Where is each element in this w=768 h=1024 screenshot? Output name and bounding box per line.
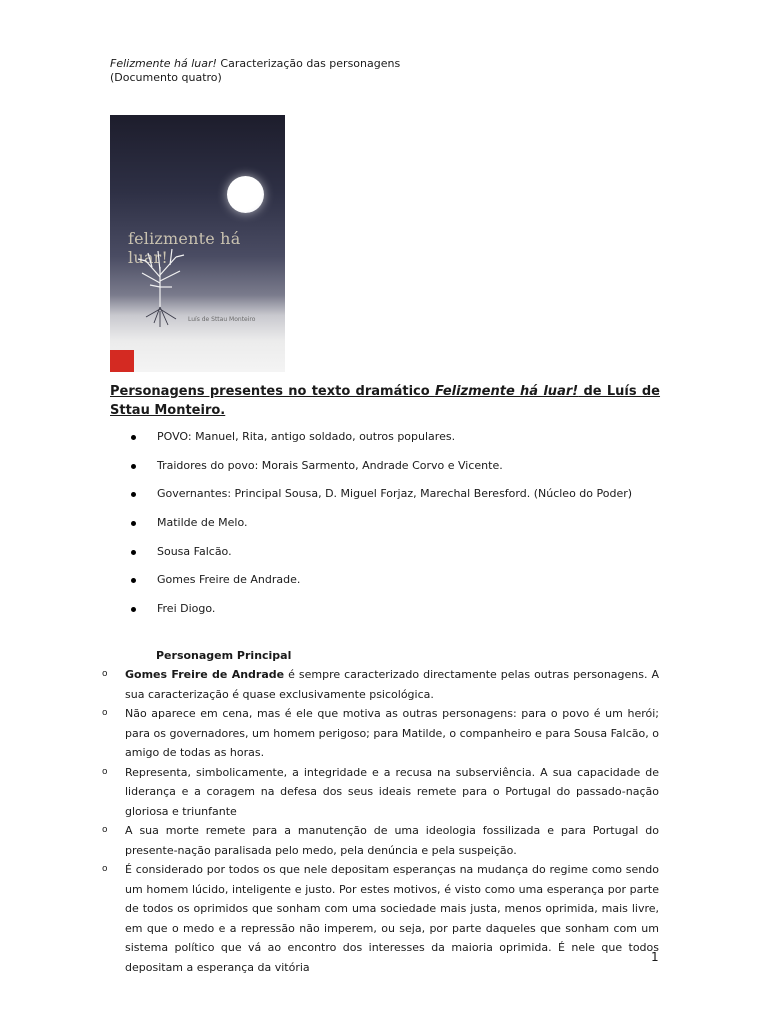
- character-name: Gomes Freire de Andrade: [125, 668, 285, 681]
- paragraph-text: é sempre caracterizado directamente pelas outras personagens. A sua caracterização é quase exclusivamente psicológica.: [125, 668, 659, 701]
- document-subtitle: (Documento quatro): [110, 71, 222, 84]
- circle-bullet-icon: o: [102, 708, 108, 718]
- list-item-text: Frei Diogo.: [157, 602, 216, 616]
- circle-bullet-icon: o: [102, 669, 108, 679]
- cover-title: felizmente há luar!: [128, 229, 241, 267]
- list-item-text: Sousa Falcão.: [157, 544, 232, 558]
- circle-bullet-icon: o: [102, 864, 108, 874]
- heading-part2: de Luís de Sttau Monteiro.: [110, 384, 661, 418]
- list-item: [110, 452, 670, 481]
- document-title-italic: Felizmente há luar!: [110, 57, 217, 70]
- paragraph-text: É considerado por todos os que nele depositam esperanças na mudança do regime como sendo um homem lúcido, inteligente e justo. Por estes motivos, é visto como uma esperança por parte de todos os oprimidos que sonham com uma sociedade mais justa, menos oprimida, mais livre, em que o medo e a repressão não imperem, ou seja, por parte daqueles que sonham com um sistema político que vá ao encontro dos interesses da maioria oprimida. É nele que todos depositam a esperança da vitória: [125, 863, 659, 974]
- list-item: [110, 566, 670, 595]
- circle-bullet-icon: o: [102, 766, 108, 777]
- bullet-icon: [131, 492, 136, 497]
- page-number: 1: [651, 950, 659, 964]
- main-character-heading: Personagem Principal: [156, 649, 292, 662]
- document-header: [110, 57, 400, 85]
- paragraph-text: A sua morte remete para a manutenção de uma ideologia fossilizada e para Portugal do presente-nação paralisada pelo medo, pela denúncia e pela suspeição.: [125, 824, 659, 857]
- book-cover-image: [110, 115, 285, 372]
- circle-bullet-icon: o: [102, 825, 108, 835]
- document-title-rest: Caracterização das personagens: [216, 57, 401, 70]
- list-item: [110, 595, 670, 624]
- cover-author: Luís de Sttau Monteiro: [188, 316, 256, 323]
- list-item-text: Governantes: Principal Sousa, D. Miguel Forjaz, Marechal Beresford. (Núcleo do Poder): [157, 487, 633, 501]
- document-title: [110, 57, 400, 71]
- bullet-icon: [131, 521, 136, 526]
- paragraph-item: [102, 704, 659, 763]
- list-item-text: Traidores do povo: Morais Sarmento, Andrade Corvo e Vicente.: [157, 458, 503, 472]
- tree-graphic: [132, 237, 192, 327]
- heading-part1: Personagens presentes no texto dramático: [110, 384, 435, 399]
- list-item: [110, 423, 670, 452]
- bullet-icon: [131, 578, 136, 583]
- bullet-icon: [131, 550, 136, 555]
- bullet-icon: [131, 464, 136, 469]
- characters-list: [110, 423, 670, 624]
- main-character-paragraphs: [102, 665, 659, 977]
- section-heading: [110, 382, 660, 420]
- moon-graphic: [227, 176, 264, 213]
- list-item-text: Matilde de Melo.: [157, 516, 248, 530]
- paragraph-item: [102, 763, 659, 822]
- bullet-icon: [131, 607, 136, 612]
- paragraph-item: [102, 821, 659, 860]
- list-item-text: POVO: Manuel, Rita, antigo soldado, outros populares.: [157, 430, 456, 443]
- heading-italic: Felizmente há luar!: [434, 384, 579, 399]
- paragraph-text: Representa, simbolicamente, a integridade e a recusa na subserviência. A sua capacidade de liderança e a coragem na defesa dos seus ideais remete para o Portugal do passado-nação gloriosa e triunfante: [125, 765, 659, 818]
- paragraph-text: Não aparece em cena, mas é ele que motiva as outras personagens: para o povo é um herói; para os governadores, um homem perigoso; para Matilde, o companheiro e para Sousa Falcão, o amigo de todas as horas.: [125, 707, 659, 759]
- publisher-logo: [110, 350, 134, 372]
- paragraph-item: [102, 860, 659, 977]
- list-item: [110, 480, 670, 509]
- list-item-text: Gomes Freire de Andrade.: [157, 573, 301, 587]
- list-item: [110, 538, 670, 567]
- bullet-icon: [131, 435, 136, 440]
- list-item: [110, 509, 670, 538]
- paragraph-item: [102, 665, 659, 704]
